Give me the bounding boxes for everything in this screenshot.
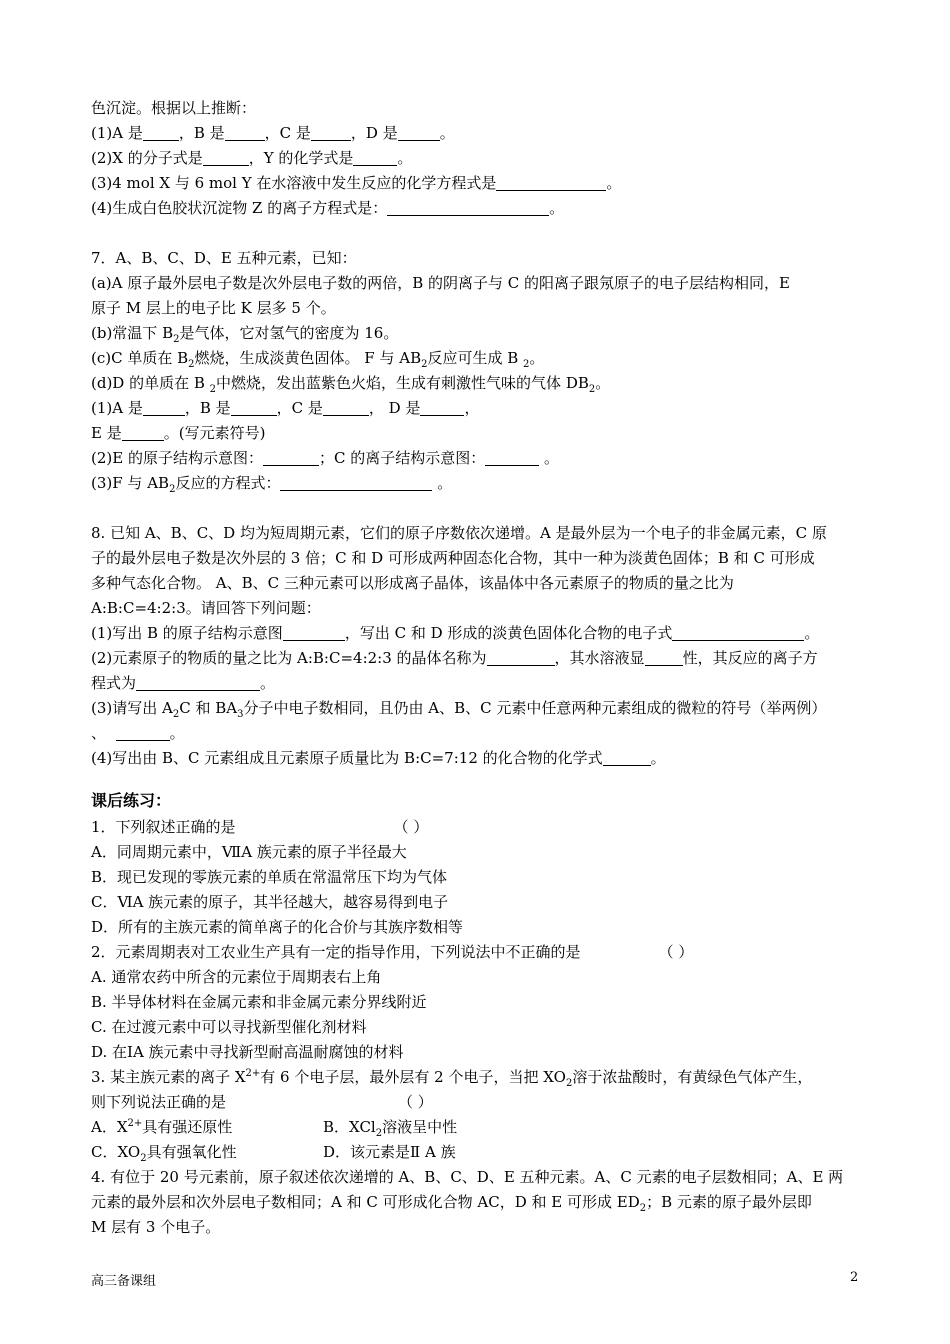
- practice-q4-line3: M 层有 3 个电子。: [91, 1218, 221, 1236]
- answer-blank[interactable]: [485, 449, 539, 466]
- q8-stem-line3: 多种气态化合物。 A、B、C 三种元素可以形成离子晶体，该晶体中各元素原子的物质的量之比为: [91, 574, 734, 592]
- q7-clue-d: (d)D 的单质在 B $_2$中燃烧，发出蓝紫色火焰，生成有刺激性气味的气体 $DB_2$。: [91, 374, 611, 395]
- practice-q3-stem-line2: 则下列说法正确的是 （ ）: [91, 1090, 861, 1115]
- answer-blank[interactable]: [387, 199, 549, 216]
- practice-q2-option-b[interactable]: B. 半导体材料在金属元素和非金属元素分界线附近: [91, 993, 427, 1011]
- practice-q3-options-cd: [91, 1140, 861, 1165]
- q6-part1: (1)A 是 ，B 是 ，C 是 ，D 是 。: [91, 124, 455, 142]
- answer-blank[interactable]: [122, 424, 164, 441]
- q8-part2-cont: 程式为 。: [91, 674, 276, 692]
- practice-q3-option-b[interactable]: B．XCl$_2$溶液呈中性: [323, 1118, 458, 1139]
- answer-paren[interactable]: （ ）: [393, 818, 429, 836]
- practice-q2-stem: 2．元素周期表对工农业生产具有一定的指导作用，下列说法中不正确的是 （ ）: [91, 940, 861, 965]
- practice-q1-option-d[interactable]: D．所有的主族元素的简单离子的化合价与其族序数相等: [91, 918, 464, 936]
- practice-q4-line1: 4. 有位于 20 号元素前，原子叙述依次递增的 A、B、C、D、E 五种元素。A、C 元素的电子层数相同；A、E 两: [91, 1168, 844, 1186]
- q8-stem-line1: 8. 已知 A、B、C、D 均为短周期元素，它们的原子序数依次递增。A 是最外层为一个电子的非金属元素，C 原: [91, 524, 827, 542]
- q8-part4: (4)写出由 B、C 元素组成且元素原子质量比为 B:C=7:12 的化合物的化学式 。: [91, 749, 666, 767]
- q7-clue-a-line1: (a)A 原子最外层电子数是次外层电子数的两倍，B 的阴离子与 C 的阳离子跟氖原子的电子层结构相同，E: [91, 274, 791, 292]
- answer-blank[interactable]: [603, 749, 651, 766]
- q7-part1-e: E 是 。(写元素符号): [91, 424, 266, 442]
- q7-title: 7．A、B、C、D、E 五种元素，已知：: [91, 249, 357, 267]
- practice-q1-option-c[interactable]: C．ⅥA 族元素的原子，其半径越大，越容易得到电子: [91, 893, 449, 911]
- q6-part2: (2)X 的分子式是 ，Y 的化学式是 。: [91, 149, 413, 167]
- q7-clue-b: (b)常温下 $B_2$是气体，它对氢气的密度为 16。: [91, 324, 399, 345]
- practice-q3-option-c[interactable]: C．$XO_2$具有强氧化性: [91, 1143, 237, 1164]
- q7-part1: (1)A 是 ，B 是 ，C 是 ， D 是 ，: [91, 399, 480, 417]
- practice-q2-option-d[interactable]: D. 在IA 族元素中寻找新型耐高温耐腐蚀的材料: [91, 1043, 404, 1061]
- answer-blank[interactable]: [143, 124, 179, 141]
- q7-part2: (2)E 的原子结构示意图： ；C 的离子结构示意图： 。: [91, 449, 559, 467]
- answer-paren[interactable]: （ ）: [398, 1093, 433, 1111]
- answer-blank[interactable]: [283, 624, 345, 641]
- answer-blank[interactable]: [136, 674, 260, 691]
- answer-blank[interactable]: [398, 124, 440, 141]
- answer-paren[interactable]: （ ）: [658, 943, 694, 961]
- answer-blank[interactable]: [116, 724, 170, 741]
- answer-blank[interactable]: [203, 149, 249, 166]
- q6-part3: (3)4 mol X 与 6 mol Y 在水溶液中发生反应的化学方程式是 。: [91, 174, 622, 192]
- practice-q1-stem: 1．下列叙述正确的是 （ ）: [91, 815, 861, 840]
- answer-blank[interactable]: [263, 449, 319, 466]
- q6-intro: 色沉淀。根据以上推断：: [91, 99, 257, 117]
- answer-blank[interactable]: [645, 649, 683, 666]
- practice-q3-option-a[interactable]: A．$X^{2+}$具有强还原性: [91, 1118, 233, 1136]
- answer-blank[interactable]: [487, 649, 555, 666]
- answer-blank[interactable]: [280, 474, 432, 491]
- q6-part4: (4)生成白色胶状沉淀物 Z 的离子方程式是： 。: [91, 199, 565, 217]
- page-number: 2: [850, 1270, 859, 1285]
- q8-part1: (1)写出 B 的原子结构示意图 ，写出 C 和 D 形成的淡黄色固体化合物的电子式 。: [91, 624, 820, 642]
- answer-blank[interactable]: [672, 624, 804, 641]
- q8-part3: (3)请写出 $A_2C$ 和 $BA_3$分子中电子数相同，且仍由 A、B、C 元素中任意两种元素组成的微粒的符号（举两例）: [91, 699, 827, 720]
- q7-part3: (3)F 与 $AB_2$反应的方程式： 。: [91, 474, 453, 495]
- q8-part3-cont: 、 。: [91, 724, 185, 742]
- answer-blank[interactable]: [225, 124, 265, 141]
- practice-q3-options-ab: [91, 1115, 861, 1140]
- practice-q3-option-d[interactable]: D．该元素是Ⅱ A 族: [323, 1143, 456, 1161]
- answer-blank[interactable]: [353, 149, 397, 166]
- practice-q1-option-a[interactable]: A．同周期元素中，ⅦA 族元素的原子半径最大: [91, 843, 407, 861]
- answer-blank[interactable]: [496, 174, 606, 191]
- section-heading: 课后练习：: [91, 791, 172, 810]
- answer-blank[interactable]: [323, 399, 369, 416]
- practice-q3-stem: 3. 某主族元素的离子 $X^{2+}$有 6 个电子层，最外层有 2 个电子，当把 $XO_2$溶于浓盐酸时，有黄绿色气体产生，: [91, 1068, 813, 1089]
- practice-q1-option-b[interactable]: B．现已发现的零族元素的单质在常温常压下均为气体: [91, 868, 448, 886]
- document-body: [91, 96, 861, 1240]
- answer-blank[interactable]: [420, 399, 464, 416]
- q7-clue-c: (c)C 单质在 $B_2$燃烧，生成淡黄色固体。 F 与 $AB_2$反应可生成 B $_2$。: [91, 349, 545, 370]
- q8-stem-line4: A:B:C=4:2:3。请回答下列问题：: [91, 599, 321, 617]
- answer-blank[interactable]: [143, 399, 185, 416]
- q8-part2: (2)元素原子的物质的量之比为 A:B:C=4:2:3 的晶体名称为 ，其水溶液显 性，其反应的离子方: [91, 649, 818, 667]
- practice-q2-option-a[interactable]: A. 通常农药中所含的元素位于周期表右上角: [91, 968, 382, 986]
- answer-blank[interactable]: [231, 399, 277, 416]
- answer-blank[interactable]: [311, 124, 351, 141]
- q8-stem-line2: 子的最外层电子数是次外层的 3 倍；C 和 D 可形成两种固态化合物，其中一种为淡黄色固体；B 和 C 可形成: [91, 549, 815, 567]
- footer-group-name: 高三备课组: [91, 1274, 157, 1289]
- practice-q4-line2: 元素的最外层和次外层电子数相同；A 和 C 可形成化合物 AC，D 和 E 可形成 $ED_2$；B 元素的原子最外层即: [91, 1193, 812, 1214]
- q7-clue-a-line2: 原子 M 层上的电子比 K 层多 5 个。: [91, 299, 336, 317]
- practice-q2-option-c[interactable]: C. 在过渡元素中可以寻找新型催化剂材料: [91, 1018, 367, 1036]
